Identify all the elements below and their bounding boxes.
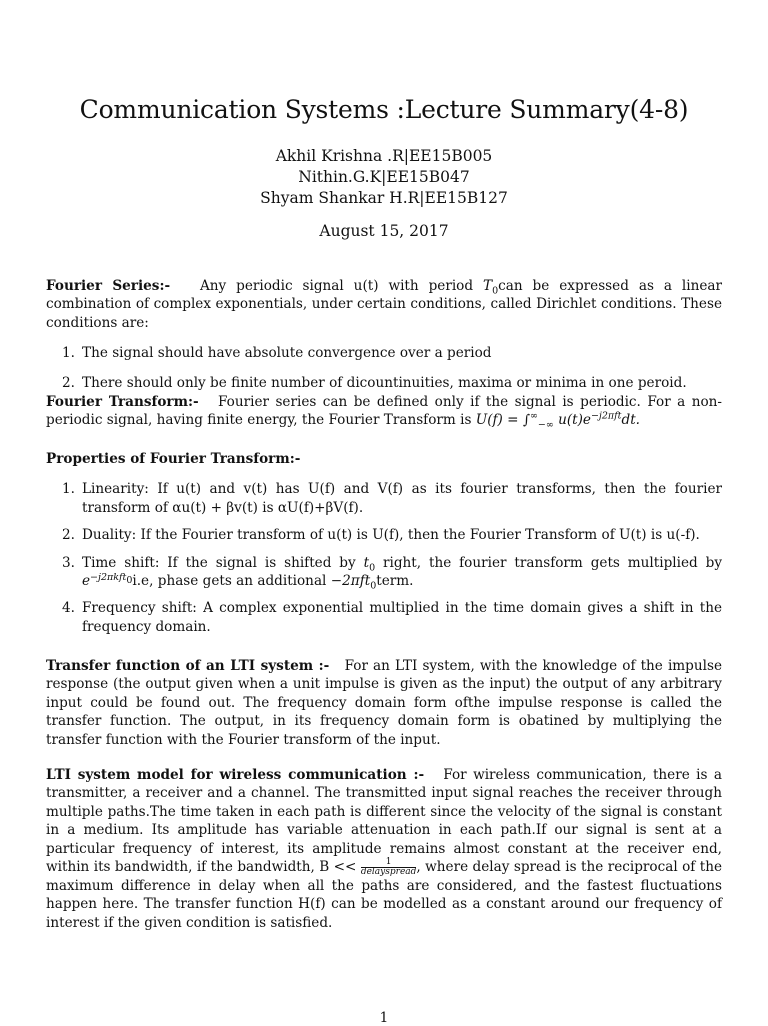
- fourier-transform-paragraph: Fourier Transform:- Fourier series can be defined only if the signal is periodic. For a non-periodic signal, having finite energy, the Fourier Transform is $U(f) = \int^\infty_{-\infty}$ $u(t)e^{-j2\pi ft}dt$.: [46, 394, 722, 432]
- document-title: Communication Systems :Lecture Summary(4-8): [79, 95, 689, 124]
- list-item: 1. Linearity: If u(t) and v(t) has U(f) and V(f) as its fourier transforms, then the fourier transform of αu(t) + βv(t) is αU(f)+βV(f).: [62, 481, 722, 516]
- fourier-transform-formula: $U(f) = \int^\infty_{-\infty}$ $u(t)e^{-j2\pi ft}dt$.: [475, 410, 640, 432]
- properties-list: [46, 480, 722, 636]
- lti-wireless-heading: LTI system model for wireless communication :-: [46, 767, 425, 783]
- fourier-transform-section: [46, 393, 722, 430]
- fourier-series-text-b: can be expressed as a linear combination of complex exponentials, under certain conditions, called Dirichlet conditions. These conditions are:: [46, 278, 723, 331]
- fourier-series-section: [46, 277, 722, 392]
- fourier-transform-heading: Fourier Transform:-: [46, 394, 199, 410]
- author-list: [0, 146, 768, 209]
- list-item: 1. The signal should have absolute convergence over a period: [62, 345, 492, 362]
- properties-section: [46, 450, 722, 636]
- lti-wireless-section: [46, 766, 722, 932]
- list-item: 4. Frequency shift: A complex exponential multiplied in the time domain gives a shift in the frequency domain.: [62, 600, 722, 635]
- period-symbol: T: [483, 278, 493, 294]
- list-item: 3. Time shift: If the signal is shifted by $t_0$ right, the fourier transform gets multiplied by $e^{-j2\pi kft_0}i.e$, phase gets an additional −2πft$_0$term.: [62, 554, 722, 592]
- transfer-function-section: [46, 657, 722, 749]
- period-subscript: 0: [492, 285, 499, 297]
- list-item: 2. There should only be finite number of dicountinuities, maxima or minima in one peroid.: [62, 374, 687, 391]
- document-date: August 15, 2017: [319, 222, 449, 240]
- fourier-series-paragraph: [46, 277, 722, 332]
- fourier-series-heading: Fourier Series:-: [46, 278, 171, 294]
- author-2: Nithin.G.K|EE15B047: [298, 168, 470, 186]
- delay-spread-fraction: $\frac{1}{\text{delayspread}}$: [360, 857, 417, 878]
- page-number: 1: [379, 1010, 389, 1026]
- fourier-series-text-a: Any periodic signal u(t) with period: [199, 278, 484, 294]
- list-item: 2. Duality: If the Fourier transform of u(t) is U(f), then the Fourier Transform of U(t) is u(-f).: [62, 527, 700, 544]
- transfer-function-paragraph: Transfer function of an LTI system :- For an LTI system, with the knowledge of the impulse response (the output given when a unit impulse is given as the input) the output of any arbitrary input could be found out. The frequency domain form ofthe impulse response is called the transfer function. The output, in its frequency domain form is obatined by multiplying the transfer function with the Fourier transform of the input.: [46, 658, 723, 748]
- lti-wireless-paragraph: LTI system model for wireless communication :- For wireless communication, there is a transmitter, a receiver and a channel. The transmitted input signal reaches the receiver through multiple paths.The time taken in each path is different since the velocity of the signal is constant in a medium. Its amplitude has variable attenuation in each path.If our signal is sent at a particular frequency of interest, its amplitude remains almost constant at the receiver end, within its bandwidth, if the bandwidth, B << $\frac{1}{\text{delayspread}}$ , where delay spread is the reciprocal of the maximum difference in delay when all the paths are considered, and the fastest fluctuations happen here. The transfer function H(f) can be modelled as a constant around our frequency of interest if the given condition is satisfied.: [46, 767, 722, 931]
- author-3: Shyam Shankar H.R|EE15B127: [260, 189, 508, 207]
- properties-heading: Properties of Fourier Transform:-: [46, 451, 301, 467]
- transfer-function-heading: Transfer function of an LTI system :-: [46, 658, 330, 674]
- author-1: Akhil Krishna .R|EE15B005: [275, 147, 493, 165]
- dirichlet-conditions-list: [46, 344, 722, 392]
